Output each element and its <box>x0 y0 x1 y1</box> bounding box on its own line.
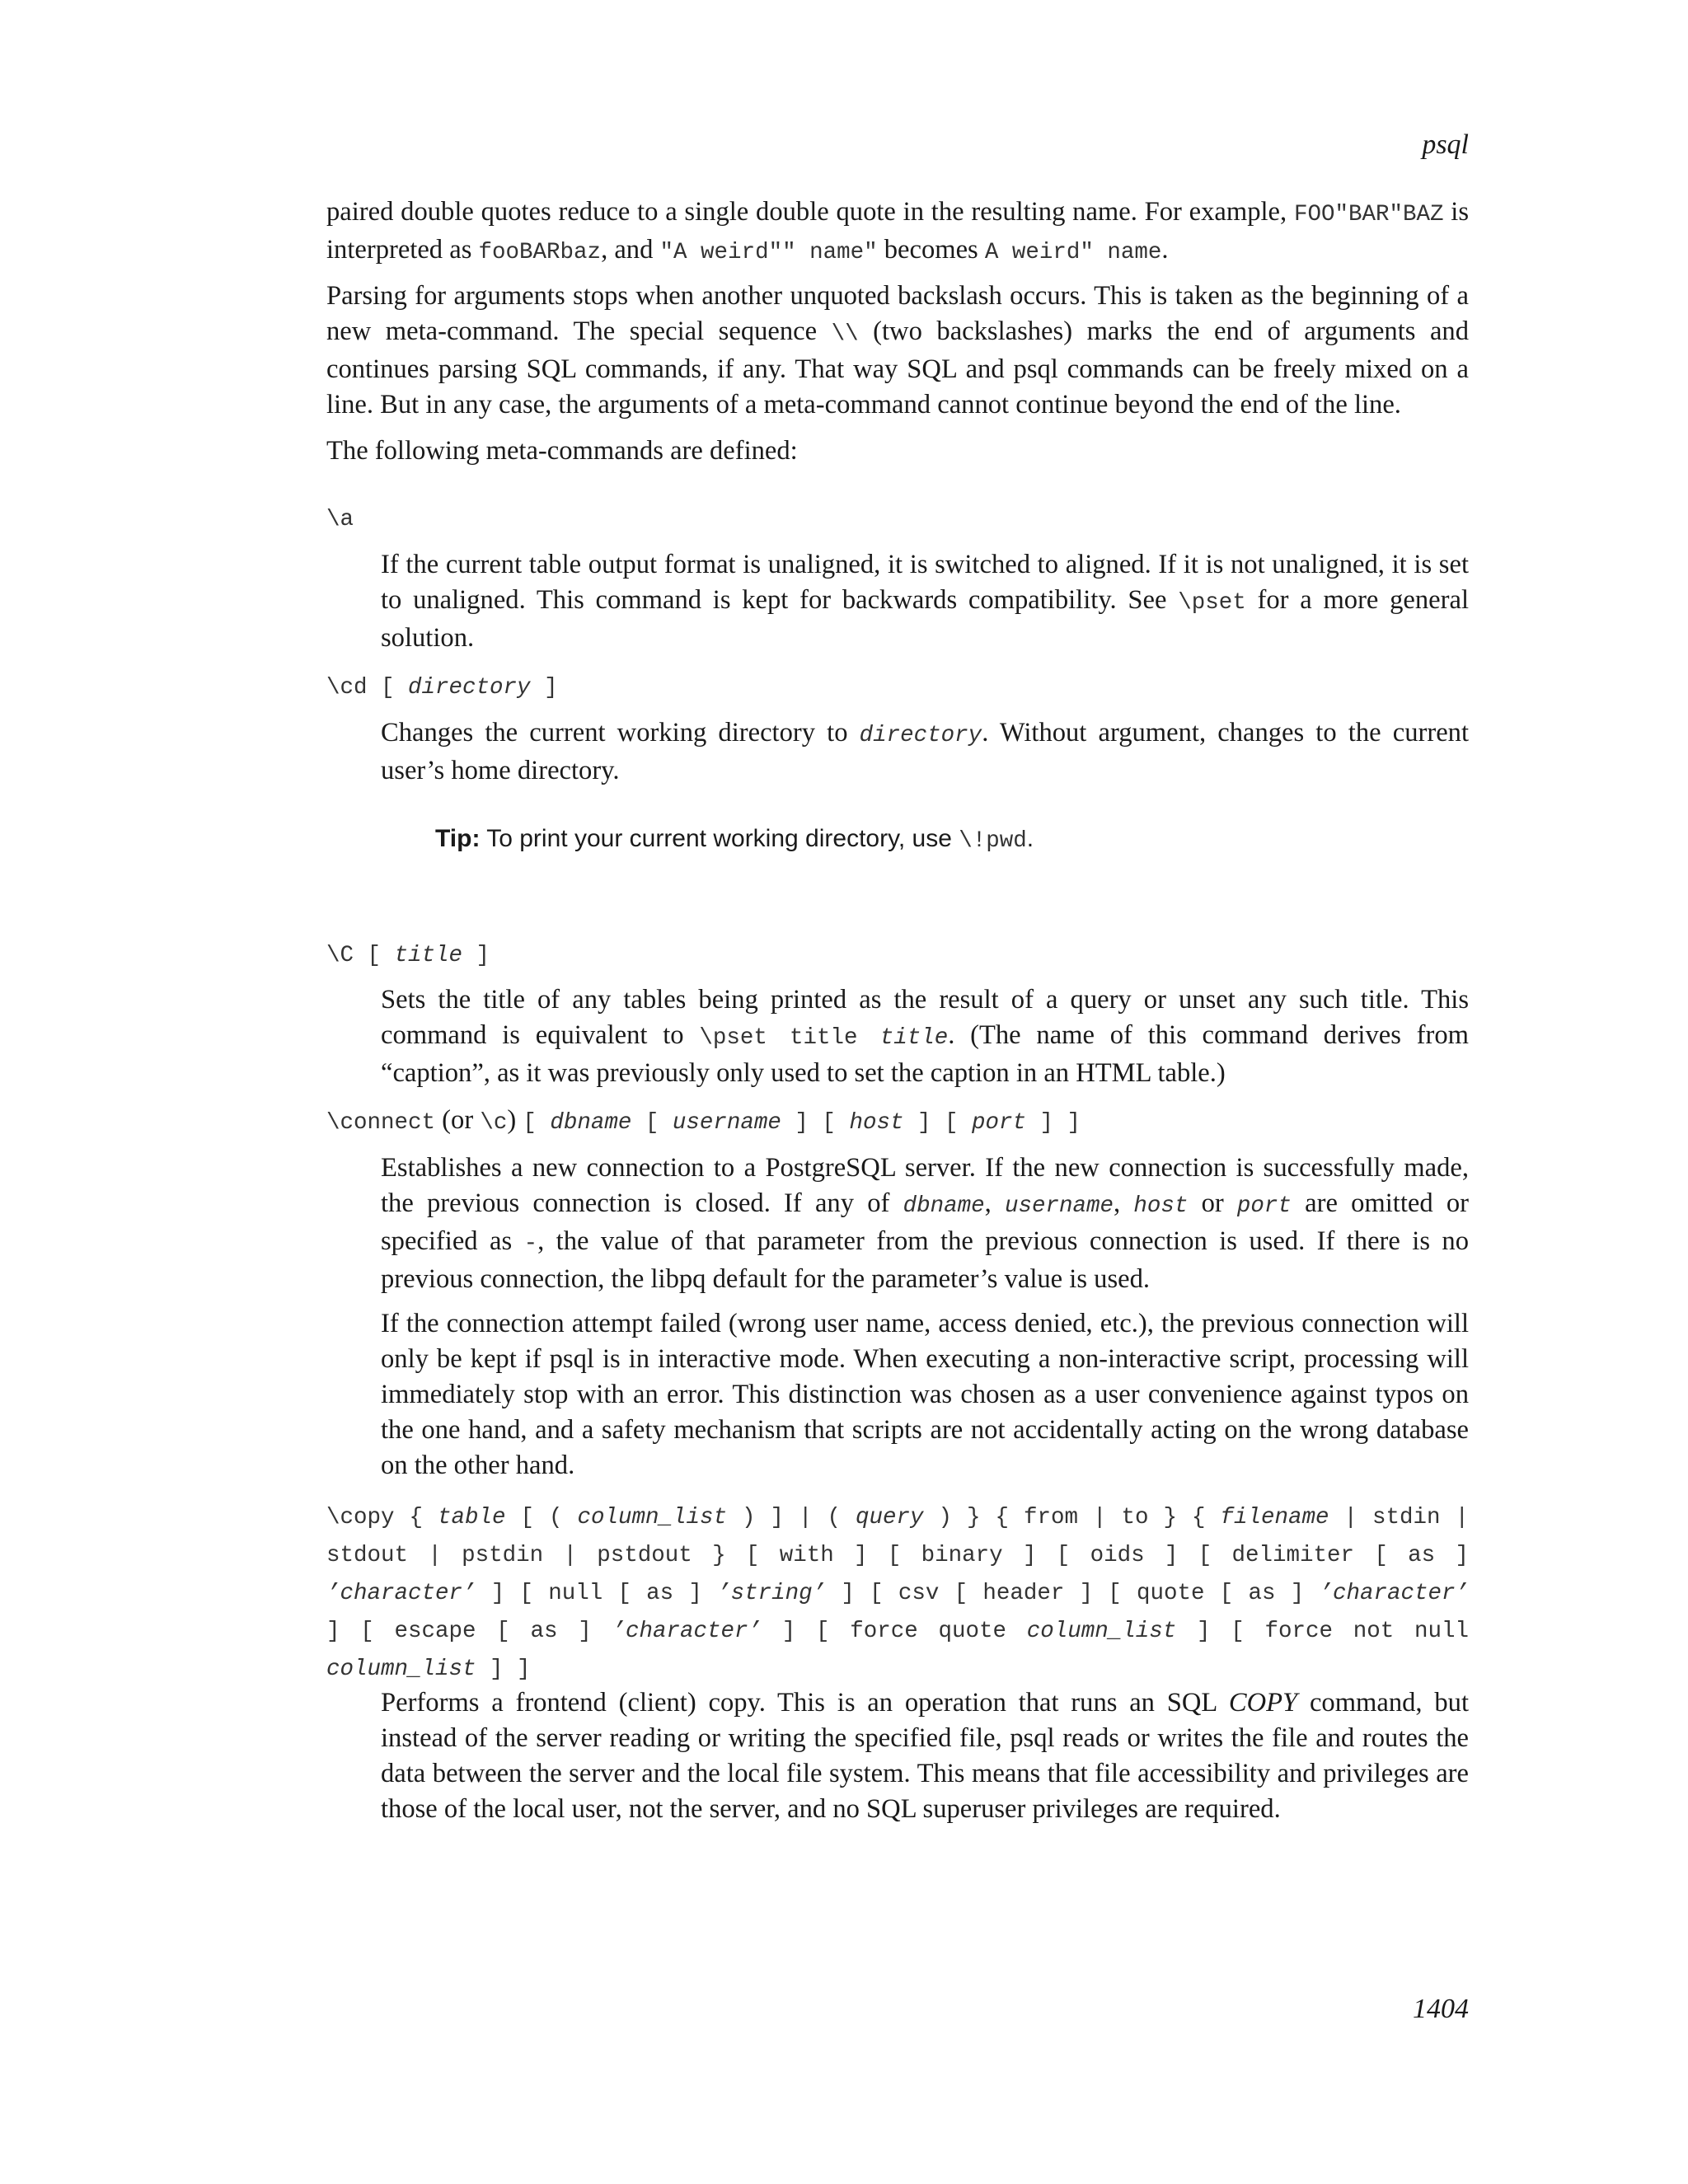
code-inline: "A weird"" name" <box>659 240 878 265</box>
argument: title <box>394 943 463 968</box>
argument: directory <box>859 723 982 748</box>
argument: column_list <box>577 1505 728 1530</box>
text: , and <box>601 235 660 265</box>
desc-connect-1 <box>381 1151 1469 1297</box>
argument: username <box>1004 1193 1114 1219</box>
term-a <box>326 499 1469 537</box>
text: Parsing for arguments stops when another unquoted backslash occurs. This is taken as the beginning of a new meta-command. The special sequence <box>326 281 1469 346</box>
text: Sets the title of any tables being printed as the result of a query or unset any such title. This command is equivalent to <box>381 985 1469 1050</box>
command-name: \connect <box>326 1110 436 1136</box>
text: paired double quotes reduce to a single double quote in the resulting name. For example, <box>326 197 1294 227</box>
desc-cd <box>381 715 1469 789</box>
text: . <box>1161 235 1169 265</box>
syntax: [ <box>354 943 395 968</box>
code-inline: \pset <box>1178 590 1246 616</box>
text: , the value of that parameter from the previous connection is used. If there is no previous connection, the libpq default for the parameter’s value is used. <box>381 1226 1469 1294</box>
argument: port <box>1236 1193 1292 1219</box>
text: ) <box>507 1105 523 1135</box>
argument: title <box>879 1025 949 1051</box>
syntax: ] <box>462 943 490 968</box>
argument: table <box>438 1505 506 1530</box>
syntax: ] [ <box>781 1110 850 1136</box>
syntax: \copy { <box>326 1505 438 1530</box>
syntax: | stdin | stdout | pstdin | pstdout } [ with ] [ binary ] [ oids ] [ delimiter [ as ] <box>326 1505 1469 1568</box>
text: (or <box>435 1105 481 1135</box>
syntax: [ <box>631 1110 673 1136</box>
text: . Without argument, changes to the current user’s home directory. <box>381 718 1469 785</box>
syntax: [ <box>523 1110 551 1136</box>
code-inline: FOO"BAR"BAZ <box>1293 202 1444 227</box>
syntax: ] [ <box>903 1110 972 1136</box>
term-cd <box>326 668 1469 705</box>
text: Performs a frontend (client) copy. This is an operation that runs an SQL <box>381 1688 1229 1718</box>
intro-paragraph-1 <box>326 194 1469 270</box>
tip-box <box>435 823 1414 858</box>
text: , <box>1113 1188 1134 1218</box>
argument: port <box>971 1110 1026 1136</box>
argument: ’character’ <box>612 1619 762 1644</box>
argument: filename <box>1220 1505 1329 1530</box>
argument: ’string’ <box>717 1581 827 1606</box>
text: , <box>984 1188 1005 1218</box>
term-copy <box>326 1497 1469 1687</box>
command-alias: \c <box>480 1110 508 1136</box>
tip-label: Tip: <box>435 825 481 852</box>
text: Establishes a new connection to a PostgreSQL server. If the new connection is successfully made, the previous connection is closed. If any of <box>381 1153 1469 1218</box>
text: Changes the current working directory to <box>381 718 860 748</box>
syntax: ) } { from | to } { <box>923 1505 1221 1530</box>
syntax: ] ] <box>1025 1110 1081 1136</box>
code-inline: \pset title <box>699 1025 880 1051</box>
page-number: 1404 <box>1413 1994 1469 2024</box>
argument: host <box>849 1110 904 1136</box>
argument: username <box>672 1110 781 1136</box>
text: for a more general solution. <box>381 585 1470 653</box>
code-inline: A weird" name <box>984 240 1162 265</box>
code-inline: fooBARbaz <box>478 240 602 265</box>
intro-paragraph-3: The following meta-commands are defined: <box>326 436 798 466</box>
argument: directory <box>408 675 531 701</box>
intro-paragraph-2 <box>326 279 1469 423</box>
argument: host <box>1133 1193 1189 1219</box>
syntax: ] <box>530 675 558 701</box>
argument: dbname <box>550 1110 632 1136</box>
syntax: ] [ force not null <box>1176 1619 1469 1644</box>
syntax: ) ] | ( <box>727 1505 856 1530</box>
syntax: ] [ force quote <box>762 1619 1027 1644</box>
text: are omitted or specified as <box>381 1188 1469 1256</box>
sql-command: COPY <box>1228 1688 1298 1718</box>
syntax: [ ( <box>505 1505 578 1530</box>
argument: query <box>856 1505 924 1530</box>
text: . (The name of this command derives from “caption”, as it was previously only used to set the caption in an HTML table.) <box>381 1020 1469 1088</box>
text: (two backslashes) marks the end of arguments and continues parsing SQL commands, if any. That way SQL and psql commands can be freely mixed on a line. But in any case, the arguments of a meta-command cannot continue beyond the end of the line. <box>326 316 1469 419</box>
command-name: \a <box>326 507 354 532</box>
argument: dbname <box>903 1193 985 1219</box>
argument: column_list <box>1026 1619 1177 1644</box>
desc-C <box>381 982 1469 1091</box>
term-connect <box>326 1103 1469 1141</box>
syntax: ] [ null [ as ] <box>476 1581 718 1606</box>
syntax: ] [ csv [ header ] [ quote [ as ] <box>826 1581 1320 1606</box>
text: command, but instead of the server reading or writing the specified file, psql reads or writes the file and routes the data between the server and the local file system. This means that file accessibility and privileges are those of the local user, not the server, and no SQL superuser privileges are required. <box>381 1688 1470 1824</box>
tip-text: To print your current working directory, use <box>480 825 959 852</box>
code-inline: \\ <box>831 321 859 347</box>
code-inline: - <box>523 1231 538 1257</box>
code-inline: \!pwd <box>959 828 1027 854</box>
term-C <box>326 935 1469 973</box>
syntax: ] [ escape [ as ] <box>326 1619 612 1644</box>
argument: column_list <box>326 1657 476 1682</box>
command-name: \C <box>326 943 354 968</box>
argument: ’character’ <box>326 1581 476 1606</box>
syntax: [ <box>367 675 409 701</box>
text: is interpreted as <box>326 197 1469 265</box>
desc-connect-2: If the connection attempt failed (wrong user name, access denied, etc.), the previous connection will only be kept if psql is in interactive mode. When executing a non-interactive script, processing will immediately stop with an error. This distinction was chosen as a user convenience against typos on the one hand, and a safety mechanism that scripts are not accidentally acting on the wrong database on the other hand. <box>381 1309 1469 1480</box>
text: becomes <box>877 235 985 265</box>
syntax: ] ] <box>476 1657 531 1682</box>
desc-copy <box>381 1685 1469 1827</box>
argument: ’character’ <box>1319 1581 1469 1606</box>
desc-a <box>381 547 1469 656</box>
text: or <box>1188 1188 1237 1218</box>
running-header: psql <box>1422 129 1469 160</box>
text: If the current table output format is unaligned, it is switched to aligned. If it is not unaligned, it is set to unaligned. This command is kept for backwards compatibility. See <box>381 550 1469 615</box>
tip-text: . <box>1026 825 1034 852</box>
command-name: \cd <box>326 675 368 701</box>
